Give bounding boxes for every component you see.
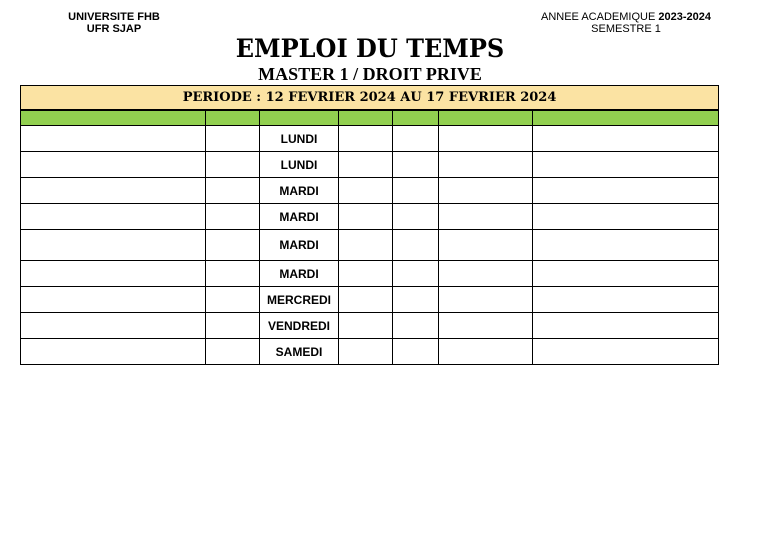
- header-cell: [533, 110, 719, 126]
- header-cell: [339, 110, 393, 126]
- semester-label: SEMESTRE 1: [591, 23, 661, 35]
- table-row: [21, 204, 719, 230]
- period-text: PERIODE : 12 FEVRIER 2024 AU 17 FEVRIER 2024: [21, 86, 719, 111]
- header-cell: [439, 110, 533, 126]
- table-row: [21, 313, 719, 339]
- day-cell: MARDI: [260, 261, 339, 287]
- academic-year-label: ANNEE ACADEMIQUE: [541, 11, 656, 23]
- table-row: [21, 261, 719, 287]
- day-cell: LUNDI: [260, 126, 339, 152]
- schedule-table: [20, 85, 719, 365]
- period-row: [21, 86, 719, 111]
- table-row: [21, 126, 719, 152]
- day-cell: MARDI: [260, 204, 339, 230]
- day-cell: SAMEDI: [260, 339, 339, 365]
- header-cell: [206, 110, 260, 126]
- university-header: [60, 11, 168, 35]
- table-row: [21, 152, 719, 178]
- day-cell: MARDI: [260, 178, 339, 204]
- table-row: [21, 230, 719, 261]
- page-title: EMPLOI DU TEMPS: [235, 34, 505, 63]
- column-header-row: [21, 110, 719, 126]
- day-cell: LUNDI: [260, 152, 339, 178]
- table-row: [21, 339, 719, 365]
- table-row: [21, 178, 719, 204]
- page-subtitle: MASTER 1 / DROIT PRIVE: [258, 64, 482, 84]
- day-cell: VENDREDI: [260, 313, 339, 339]
- header-cell: [21, 110, 206, 126]
- header-cell: [393, 110, 439, 126]
- day-cell: MERCREDI: [260, 287, 339, 313]
- academic-year-header: [528, 11, 724, 35]
- faculty-name: UFR SJAP: [86, 23, 142, 35]
- day-cell: MARDI: [260, 230, 339, 261]
- university-name: UNIVERSITE FHB: [68, 11, 160, 23]
- academic-year-value: 2023-2024: [658, 11, 711, 23]
- header-cell: [260, 110, 339, 126]
- table-row: [21, 287, 719, 313]
